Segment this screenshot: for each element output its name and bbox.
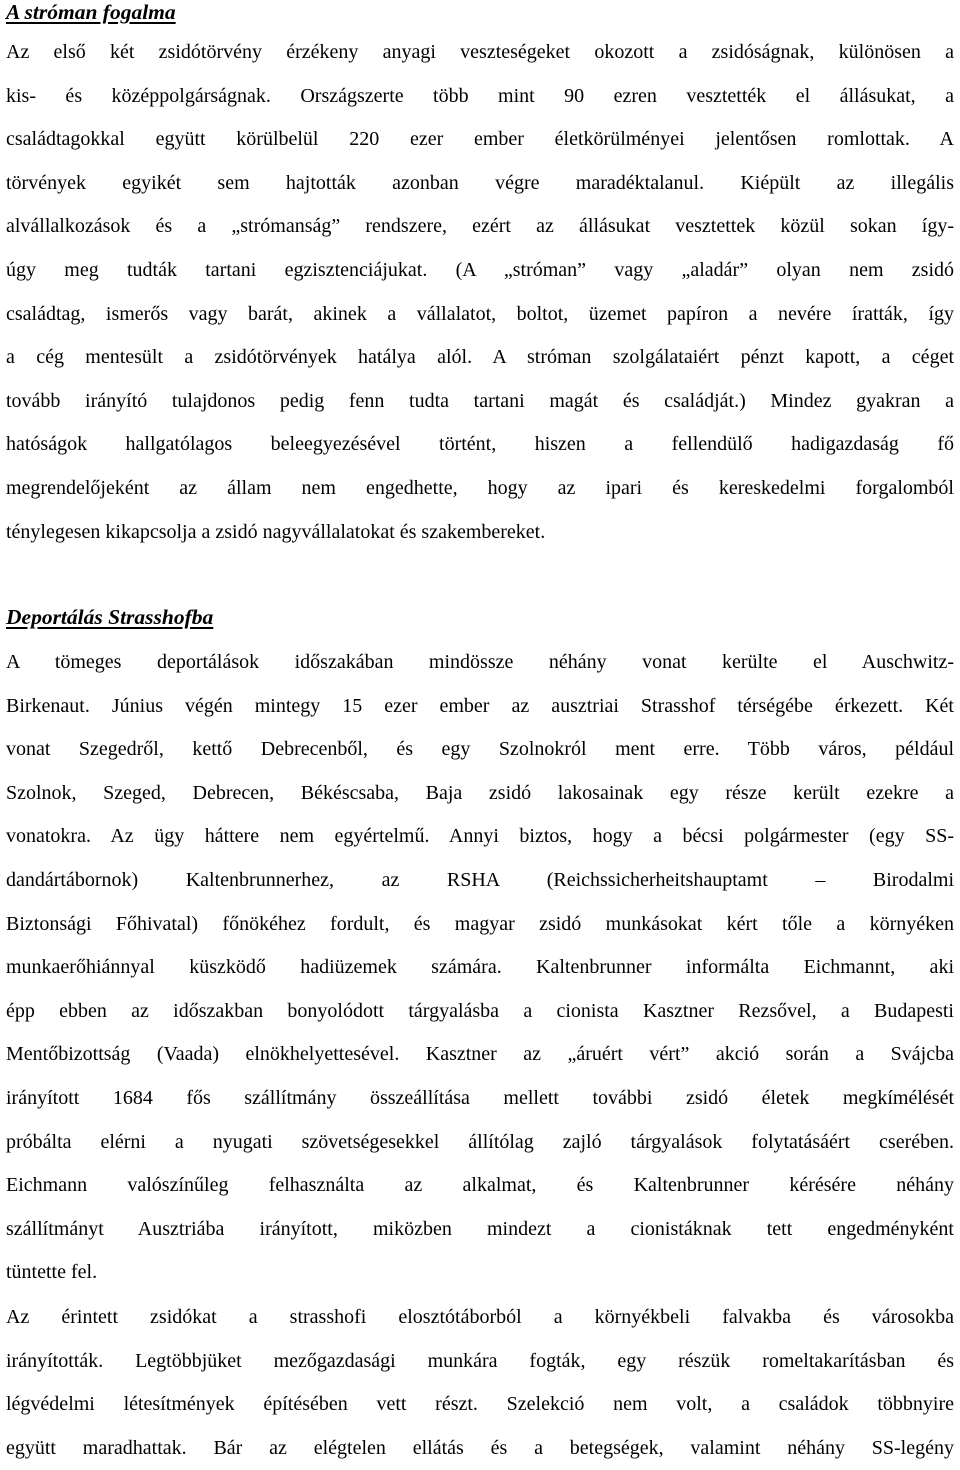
text-line: épp ebben az időszakban bonyolódott tárgyalásba a cionista Kasztner Rezsővel, a Budapesti	[6, 999, 954, 1022]
text-line: légvédelmi létesítmények építésében vett részt. Szelekció nem volt, a családok többnyire	[6, 1393, 954, 1416]
text-line: ténylegesen kikapcsolja a zsidó nagyvállalatokat és szakembereket.	[6, 520, 546, 543]
text-line: hatóságok hallgatólagos beleegyezésével történt, hiszen a fellendülő hadigazdaság fő	[6, 433, 954, 456]
text-line: alvállalkozások és a „strómanság” rendszere, ezért az állásukat vesztettek közül sokan így-	[6, 215, 954, 238]
paragraph-strasshof-tabor	[6, 1296, 954, 1470]
text-line: Mentőbizottság (Vaada) elnökhelyettesével. Kasztner az „áruért vért” akció során a Svájcba	[6, 1043, 954, 1066]
text-line: dandártábornok) Kaltenbrunnerhez, az RSHA (Reichssicherheitshauptamt – Birodalmi	[6, 868, 954, 891]
paragraph-stroman	[6, 31, 954, 554]
text-line: kis- és középpolgárságnak. Országszerte több mint 90 ezren vesztették el állásukat, a	[6, 84, 954, 107]
text-line: úgy meg tudták tartani egzisztenciájukat. (A „stróman” vagy „aladár” olyan nem zsidó	[6, 258, 954, 281]
text-line: Biztonsági Főhivatal) főnökéhez fordult, és magyar zsidó munkásokat kért tőle a környéken	[6, 912, 954, 935]
section-heading-deportalas: Deportálás Strasshofba	[6, 605, 214, 629]
text-line: tüntette fel.	[6, 1261, 98, 1284]
text-line: A tömeges deportálások időszakában mindössze néhány vonat kerülte el Auschwitz-	[6, 651, 954, 673]
text-line: irányították. Legtöbbjüket mezőgazdasági munkára fogták, egy részük romeltakarításban és	[6, 1349, 954, 1372]
text-line: törvények egyikét sem hajtották azonban végre maradéktalanul. Kiépült az illegális	[6, 171, 954, 194]
text-line: vonatokra. Az ügy háttere nem egyértelmű. Annyi biztos, hogy a bécsi polgármester (egy SS-	[6, 825, 954, 848]
text-line: Birkenaut. Június végén mintegy 15 ezer ember az ausztriai Strasshof térségébe érkezett. Két	[6, 694, 954, 717]
section-heading-stroman: A stróman fogalma	[6, 0, 176, 24]
text-line: Az első két zsidótörvény érzékeny anyagi veszteségeket okozott a zsidóságnak, különösen a	[6, 41, 954, 63]
text-line: megrendelőjeként az állam nem engedhette, hogy az ipari és kereskedelmi forgalomból	[6, 476, 954, 499]
text-line: Az érintett zsidókat a strasshofi elosztótáborból a környékbeli falvakba és városokba	[6, 1306, 954, 1328]
text-line: a cég mentesült a zsidótörvények hatálya alól. A stróman szolgálataiért pénzt kapott, a céget	[6, 346, 954, 369]
document-page	[6, 0, 954, 1459]
text-line: munkaerőhiánnyal küszködő hadiüzemek számára. Kaltenbrunner informálta Eichmannt, aki	[6, 956, 954, 979]
text-line: Szolnok, Szeged, Debrecen, Békéscsaba, Baja zsidó lakosainak egy része került ezekre a	[6, 781, 954, 804]
text-line: próbálta elérni a nyugati szövetségesekkel állítólag zajló tárgyalások folytatásáért cserében.	[6, 1130, 954, 1153]
text-line: szállítmányt Ausztriába irányított, miközben mindezt a cionistáknak tett engedményként	[6, 1217, 954, 1240]
text-line: Eichmann valószínűleg felhasználta az alkalmat, és Kaltenbrunner kérésére néhány	[6, 1174, 954, 1197]
text-line: családtag, ismerős vagy barát, akinek a vállalatot, boltot, üzemet papíron a nevére íratták, így	[6, 302, 954, 325]
text-line: családtagokkal együtt körülbelül 220 ezer ember életkörülményei jelentősen romlottak. A	[6, 128, 954, 151]
paragraph-deportalas	[6, 641, 954, 1295]
text-line: együtt maradhattak. Bár az elégtelen ellátás és a betegségek, valamint néhány SS-legény	[6, 1436, 954, 1459]
text-line: irányított 1684 fős szállítmány összeállítása mellett további zsidó életek megkímélését	[6, 1086, 954, 1109]
text-line: vonat Szegedről, kettő Debrecenből, és egy Szolnokról ment erre. Több város, például	[6, 738, 954, 761]
text-line: tovább irányító tulajdonos pedig fenn tudta tartani magát és családját.) Mindez gyakran a	[6, 389, 954, 412]
